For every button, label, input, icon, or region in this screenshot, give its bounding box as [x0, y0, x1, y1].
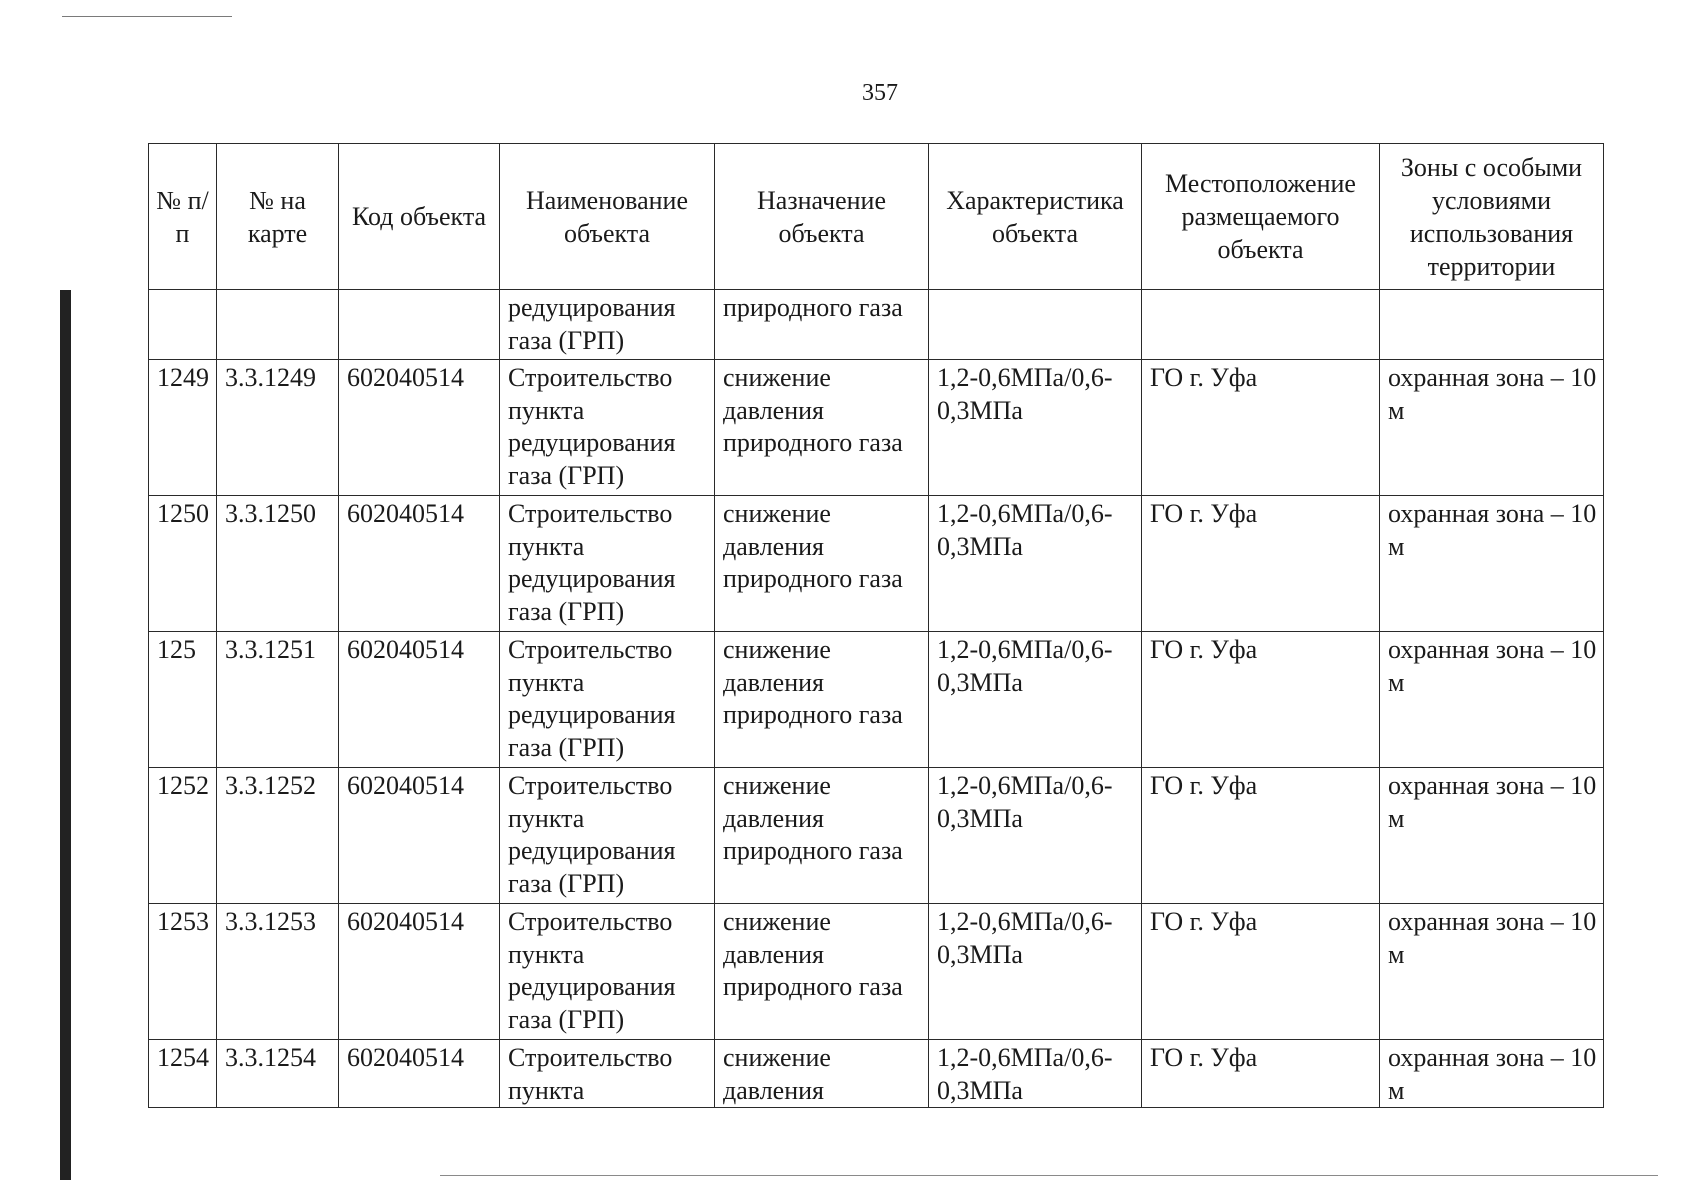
cell-name: Строительство пункта редуцирования газа (ГРП) [500, 360, 715, 496]
table-row-continuation [149, 290, 1604, 360]
cell-name: Строительство пункта редуцирования газа (ГРП) [500, 768, 715, 904]
cell-empty [929, 290, 1142, 360]
objects-table [148, 143, 1604, 1108]
cell-num: 1250 [149, 496, 217, 632]
cell-purpose: снижение давления [715, 1040, 929, 1108]
cell-zone: охранная зона – 10 м [1380, 768, 1604, 904]
table-row [149, 632, 1604, 768]
cell-zone: охранная зона – 10 м [1380, 632, 1604, 768]
cell-map-num: 3.3.1254 [217, 1040, 339, 1108]
cell-spec: 1,2-0,6МПа/0,6-0,3МПа [929, 1040, 1142, 1108]
table-header-row [149, 144, 1604, 290]
cell-code: 602040514 [339, 360, 500, 496]
cell-location: ГО г. Уфа [1142, 360, 1380, 496]
cell-name: редуцирования газа (ГРП) [500, 290, 715, 360]
header-object-spec: Характеристика объекта [929, 144, 1142, 290]
cell-location: ГО г. Уфа [1142, 1040, 1380, 1108]
page-number: 357 [862, 80, 898, 106]
cell-num: 1249 [149, 360, 217, 496]
cell-spec: 1,2-0,6МПа/0,6-0,3МПа [929, 496, 1142, 632]
cell-name: Строительство пункта редуцирования газа (ГРП) [500, 496, 715, 632]
header-object-purpose: Назначение объекта [715, 144, 929, 290]
cell-zone: охранная зона – 10 м [1380, 360, 1604, 496]
header-object-location: Местоположение размещаемого объекта [1142, 144, 1380, 290]
cell-name: Строительство пункта [500, 1040, 715, 1108]
cell-zone: охранная зона – 10 м [1380, 1040, 1604, 1108]
cell-zone: охранная зона – 10 м [1380, 496, 1604, 632]
cell-num: 1253 [149, 904, 217, 1040]
table-row [149, 768, 1604, 904]
cell-code: 602040514 [339, 768, 500, 904]
cell-code: 602040514 [339, 1040, 500, 1108]
table-row [149, 904, 1604, 1040]
cell-purpose: снижение давления природного газа [715, 496, 929, 632]
cell-purpose: снижение давления природного газа [715, 768, 929, 904]
cell-location: ГО г. Уфа [1142, 904, 1380, 1040]
scan-artifact-top-line [62, 16, 232, 17]
table-row [149, 496, 1604, 632]
header-special-zones: Зоны с особыми условиями использования территории [1380, 144, 1604, 290]
cell-map-num: 3.3.1250 [217, 496, 339, 632]
cell-empty [149, 290, 217, 360]
cell-spec: 1,2-0,6МПа/0,6-0,3МПа [929, 768, 1142, 904]
cell-spec: 1,2-0,6МПа/0,6-0,3МПа [929, 632, 1142, 768]
cell-zone: охранная зона – 10 м [1380, 904, 1604, 1040]
cell-map-num: 3.3.1252 [217, 768, 339, 904]
cell-empty [1142, 290, 1380, 360]
cell-purpose: снижение давления природного газа [715, 360, 929, 496]
cell-empty [339, 290, 500, 360]
cell-purpose: снижение давления природного газа [715, 632, 929, 768]
cell-empty [1380, 290, 1604, 360]
table-row [149, 1040, 1604, 1108]
cell-name: Строительство пункта редуцирования газа (ГРП) [500, 632, 715, 768]
header-object-code: Код объекта [339, 144, 500, 290]
cell-num: 1254 [149, 1040, 217, 1108]
header-object-name: Наименование объекта [500, 144, 715, 290]
cell-location: ГО г. Уфа [1142, 768, 1380, 904]
cell-map-num: 3.3.1249 [217, 360, 339, 496]
cell-num: 1252 [149, 768, 217, 904]
scan-artifact-left-bar [60, 290, 71, 1180]
cell-location: ГО г. Уфа [1142, 496, 1380, 632]
cell-empty [217, 290, 339, 360]
cell-location: ГО г. Уфа [1142, 632, 1380, 768]
cell-code: 602040514 [339, 496, 500, 632]
cell-num: 125 [149, 632, 217, 768]
header-map-num: № на карте [217, 144, 339, 290]
cell-code: 602040514 [339, 904, 500, 1040]
cell-spec: 1,2-0,6МПа/0,6-0,3МПа [929, 360, 1142, 496]
cell-spec: 1,2-0,6МПа/0,6-0,3МПа [929, 904, 1142, 1040]
cell-map-num: 3.3.1253 [217, 904, 339, 1040]
cell-name: Строительство пункта редуцирования газа (ГРП) [500, 904, 715, 1040]
scan-artifact-bottom-line [440, 1175, 1658, 1176]
table-row [149, 360, 1604, 496]
header-num: № п/п [149, 144, 217, 290]
cell-purpose: природного газа [715, 290, 929, 360]
cell-purpose: снижение давления природного газа [715, 904, 929, 1040]
cell-code: 602040514 [339, 632, 500, 768]
cell-map-num: 3.3.1251 [217, 632, 339, 768]
